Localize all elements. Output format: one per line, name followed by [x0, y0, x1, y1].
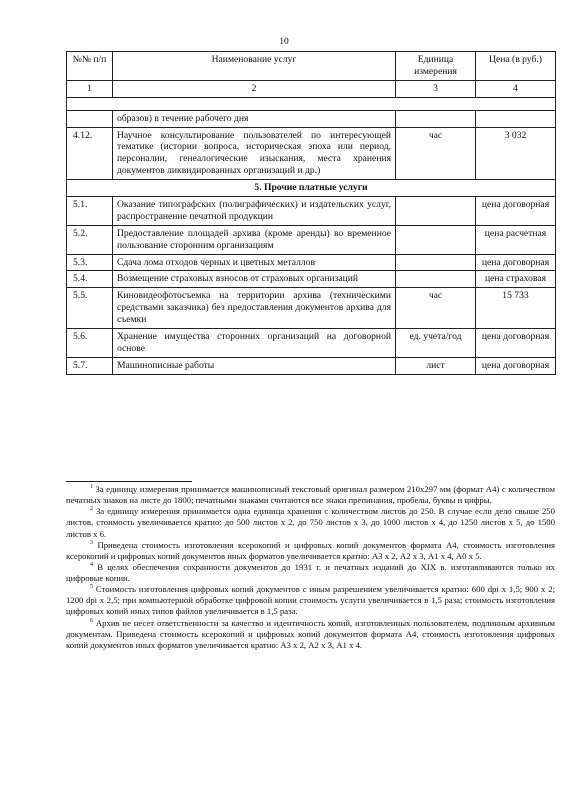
table-row [67, 329, 556, 358]
section-heading-row [67, 180, 556, 197]
footnotes [66, 484, 555, 651]
footnote-text: Приведена стоимость изготовления ксерокопий и цифровых копий документов формата А4, стоимость изготовления ксерокопий и цифровых копий документов иных форматов увеличивается кратно: А3 х 2, А2 х 3, А1 х 4, А0 х 5. [66, 539, 555, 561]
row-unit [396, 225, 476, 254]
row-price: 3 032 [476, 127, 556, 180]
row-service-name: Научное консультирование пользователей по интересующей тематике (истории вопроса, историческая эпоха или период, персоналии, генеалогические изыскания, места хранения документов ликвидированных организаций и др.) [113, 127, 396, 180]
row-price: цена договорная [476, 254, 556, 271]
row-unit: час [396, 288, 476, 329]
row-number: 5.4. [67, 271, 113, 288]
table-row [67, 127, 556, 180]
header-unit: Единица измерения [396, 52, 476, 81]
row-price: цена договорная [476, 357, 556, 374]
header-price: Цена (в руб.) [476, 52, 556, 81]
row-price: цена расчетная [476, 225, 556, 254]
table-row [67, 197, 556, 226]
services-table [66, 51, 556, 375]
footnote-separator [66, 481, 192, 482]
row-service-name: образов) в течение рабочего дня [113, 110, 396, 127]
row-unit: час [396, 127, 476, 180]
row-number [67, 110, 113, 127]
column-index: 3 [396, 80, 476, 97]
header-number: №№ п/п [67, 52, 113, 81]
footnote-text: За единицу измерения принимается одна единица хранения с количеством листов до 250. В случае если дело свыше 250 листов, стоимость увеличивается кратно: до 500 листов х 2, до 750 листов х 3, до 1000 листов х 4, до 1250 листов х 5, до 1500 листов х 6. [66, 506, 555, 539]
footnote-mark: 4 [90, 561, 93, 568]
footnote [66, 540, 555, 562]
row-unit [396, 110, 476, 127]
row-unit [396, 197, 476, 226]
row-service-name: Сдача лома отходов черных и цветных металлов [113, 254, 396, 271]
row-price: цена договорная [476, 197, 556, 226]
footnote-mark: 2 [90, 506, 93, 513]
row-service-name: Предоставление площадей архива (кроме аренды) во временное пользование сторонним организациям [113, 225, 396, 254]
row-service-name: Оказание типографских (полиграфических) и издательских услуг, распространение печатной продукции [113, 197, 396, 226]
footnote-mark: 6 [90, 617, 93, 624]
row-number: 5.3. [67, 254, 113, 271]
footnote-text: В целях обеспечения сохранности документов до 1931 г. и печатных изданий до XIX в. изготавливаются только их цифровые копии. [66, 561, 555, 583]
row-unit [396, 271, 476, 288]
footnote [66, 618, 555, 651]
row-number: 5.6. [67, 329, 113, 358]
column-number-row [67, 80, 556, 97]
footnote-mark: 1 [90, 484, 93, 491]
row-number: 5.5. [67, 288, 113, 329]
row-service-name: Машинописные работы [113, 357, 396, 374]
row-number: 5.7. [67, 357, 113, 374]
table-row [67, 271, 556, 288]
row-number: 4.12. [67, 127, 113, 180]
row-service-name: Возмещение страховых взносов от страховых организаций [113, 271, 396, 288]
row-unit: лист [396, 357, 476, 374]
row-price: 15 733 [476, 288, 556, 329]
table-header-row [67, 52, 556, 81]
row-number: 5.1. [67, 197, 113, 226]
row-unit [396, 254, 476, 271]
table-row [67, 254, 556, 271]
row-number: 5.2. [67, 225, 113, 254]
footnote [66, 562, 555, 584]
footnote-text: Архив не несет ответственности за качество и идентичность копий, изготовленных пользователем, подлинным архивным документам. Приведена стоимость ксерокопий и цифровых копий документов формата А4, стоимость изготовления цифровых копий документов иных форматов увеличивается кратно: А3 х 2, А2 х 3, А1 х 4. [66, 617, 556, 650]
column-index: 4 [476, 80, 556, 97]
column-index: 1 [67, 80, 113, 97]
table-row [67, 288, 556, 329]
row-service-name: Киновидеофотосъемка на территории архива (техническими средствами заказчика) без предоставления документов архива для съемки [113, 288, 396, 329]
footnote [66, 484, 555, 506]
row-unit: ед. учета/год [396, 329, 476, 358]
footnote-mark: 3 [90, 539, 93, 546]
footnote [66, 584, 555, 617]
row-price [476, 110, 556, 127]
footnote-text: За единицу измерения принимается машинописный текстовый оригинал размером 210x297 мм (формат А4) с количеством печатных знаков на листе до 1800; печатными знаками считаются все знаки препинания, пробелы, буквы и цифры. [66, 484, 555, 506]
table-row [67, 110, 556, 127]
footnote [66, 506, 555, 539]
row-service-name: Хранение имущества сторонних организаций на договорной основе [113, 329, 396, 358]
table-row [67, 357, 556, 374]
table-gap [67, 97, 556, 110]
column-index: 2 [113, 80, 396, 97]
section-5-title: 5. Прочие платные услуги [67, 180, 556, 197]
page-number: 10 [279, 37, 289, 47]
table-row [67, 225, 556, 254]
row-price: цена страховая [476, 271, 556, 288]
row-price: цена договорная [476, 329, 556, 358]
footnote-mark: 5 [90, 584, 93, 591]
footnote-text: Стоимость изготовления цифровых копий документов с иным разрешением увеличивается кратно: 600 dpi х 1,5; 900 х 2; 1200 dpi х 2,5; при компьютерной обработке цифровой копии стоимость услуги увеличивается в 1,5 раза; стоимость изготовления цифровых копий иных типов файлов увеличивается в 1,5 раза. [66, 584, 556, 617]
header-service-name: Наименование услуг [113, 52, 396, 81]
